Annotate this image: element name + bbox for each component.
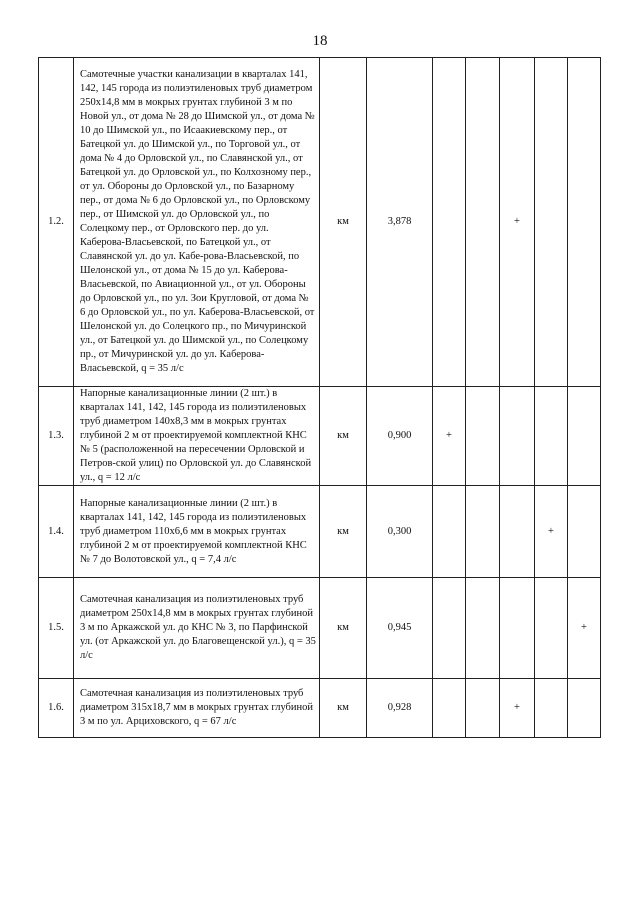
year-mark-cell — [535, 679, 568, 738]
year-mark-cell — [568, 486, 601, 578]
work-description: Самотечные участки канализации в кварталах 141, 142, 145 города из полиэтиленовых труб диаметром 250х14,8 мм в мокрых грунтах глубиной 3 м по Новой ул., от дома № 28 до Шимской ул., от дома № 10 до Шимской ул., по Исаакиевскому пер., от Батецкой ул. до Шимской ул., по Торговой ул., от дома № 4 до Орловской ул., по Славянской ул., от Батецкой ул. до Орловской ул., по Колхозному пер., от ул. Обороны до Орловской ул., по Базарному пер., от дома № 6 до Орловской ул., по Орловскому пер., от Шимской ул. до Орловской ул., по Солецкому пер., от Орловского пер. до ул. Каберова-Власьевской, по Батецкой ул., от Славянской ул. до ул. Кабе-рова-Власьевской, по Шелонской ул., от дома № 15 до ул. Каберова-Власьевской, по Авиационной ул., от ул. Обороны до Орловской ул., по ул. Зои Кругловой, от дома № 6 до Орловской ул., по ул. Каберова-Власьевской, от Шелонской ул. до Солецкого пр., по Мичуринской ул., от Батецкой ул. до Шимской ул., по Солецкому пр., от Мичуринской ул. до ул. Каберова-Власьевской, q = 35 л/с — [74, 58, 320, 387]
year-mark-cell — [433, 486, 466, 578]
year-mark-cell — [466, 387, 500, 486]
year-mark-cell — [568, 387, 601, 486]
work-description: Самотечная канализация из полиэтиленовых труб диаметром 250х14,8 мм в мокрых грунтах глубиной 3 м по Аркажской ул. до КНС № 3, по Парфинской ул. (от Аркажской ул. до Благовещенской ул.), q = 35 л/с — [74, 578, 320, 679]
quantity-cell: 0,945 — [367, 578, 433, 679]
year-mark-cell: + — [568, 578, 601, 679]
year-mark-cell — [433, 679, 466, 738]
quantity-cell: 3,878 — [367, 58, 433, 387]
year-mark-cell — [466, 58, 500, 387]
unit-cell: км — [320, 486, 367, 578]
year-mark-cell — [433, 578, 466, 679]
year-mark-cell — [500, 387, 535, 486]
year-mark-cell — [466, 578, 500, 679]
year-mark-cell: + — [535, 486, 568, 578]
table-row — [39, 578, 601, 679]
quantity-cell: 0,900 — [367, 387, 433, 486]
row-number: 1.6. — [39, 679, 74, 738]
row-number: 1.2. — [39, 58, 74, 387]
work-description: Напорные канализационные линии (2 шт.) в кварталах 141, 142, 145 города из полиэтиленовых труб диаметром 110х6,6 мм в мокрых грунтах глубиной 2 м от проектируемой комплектной КНС № 7 до Волотовской ул., q = 7,4 л/с — [74, 486, 320, 578]
year-mark-cell — [500, 486, 535, 578]
unit-cell: км — [320, 679, 367, 738]
year-mark-cell — [433, 58, 466, 387]
row-number: 1.3. — [39, 387, 74, 486]
works-table — [38, 57, 601, 738]
table-row — [39, 387, 601, 486]
year-mark-cell: + — [433, 387, 466, 486]
row-number: 1.4. — [39, 486, 74, 578]
year-mark-cell — [568, 58, 601, 387]
year-mark-cell — [500, 578, 535, 679]
row-number: 1.5. — [39, 578, 74, 679]
quantity-cell: 0,300 — [367, 486, 433, 578]
table-row — [39, 58, 601, 387]
quantity-cell: 0,928 — [367, 679, 433, 738]
unit-cell: км — [320, 58, 367, 387]
year-mark-cell: + — [500, 679, 535, 738]
year-mark-cell — [466, 679, 500, 738]
page-number: 18 — [312, 33, 328, 49]
work-description: Самотечная канализация из полиэтиленовых труб диаметром 315х18,7 мм в мокрых грунтах глубиной 3 м по ул. Арциховского, q = 67 л/с — [74, 679, 320, 738]
year-mark-cell — [568, 679, 601, 738]
table-row — [39, 679, 601, 738]
year-mark-cell — [466, 486, 500, 578]
unit-cell: км — [320, 387, 367, 486]
year-mark-cell: + — [500, 58, 535, 387]
year-mark-cell — [535, 387, 568, 486]
work-description: Напорные канализационные линии (2 шт.) в кварталах 141, 142, 145 города из полиэтиленовых труб диаметром 140х8,3 мм в мокрых грунтах глубиной 2 м от проектируемой комплектной КНС № 5 (расположенной на пересечении Орловской и Петров-ской улиц) по Орловской ул. до Славянской ул., q = 12 л/с — [74, 387, 320, 486]
unit-cell: км — [320, 578, 367, 679]
year-mark-cell — [535, 578, 568, 679]
year-mark-cell — [535, 58, 568, 387]
table-row — [39, 486, 601, 578]
